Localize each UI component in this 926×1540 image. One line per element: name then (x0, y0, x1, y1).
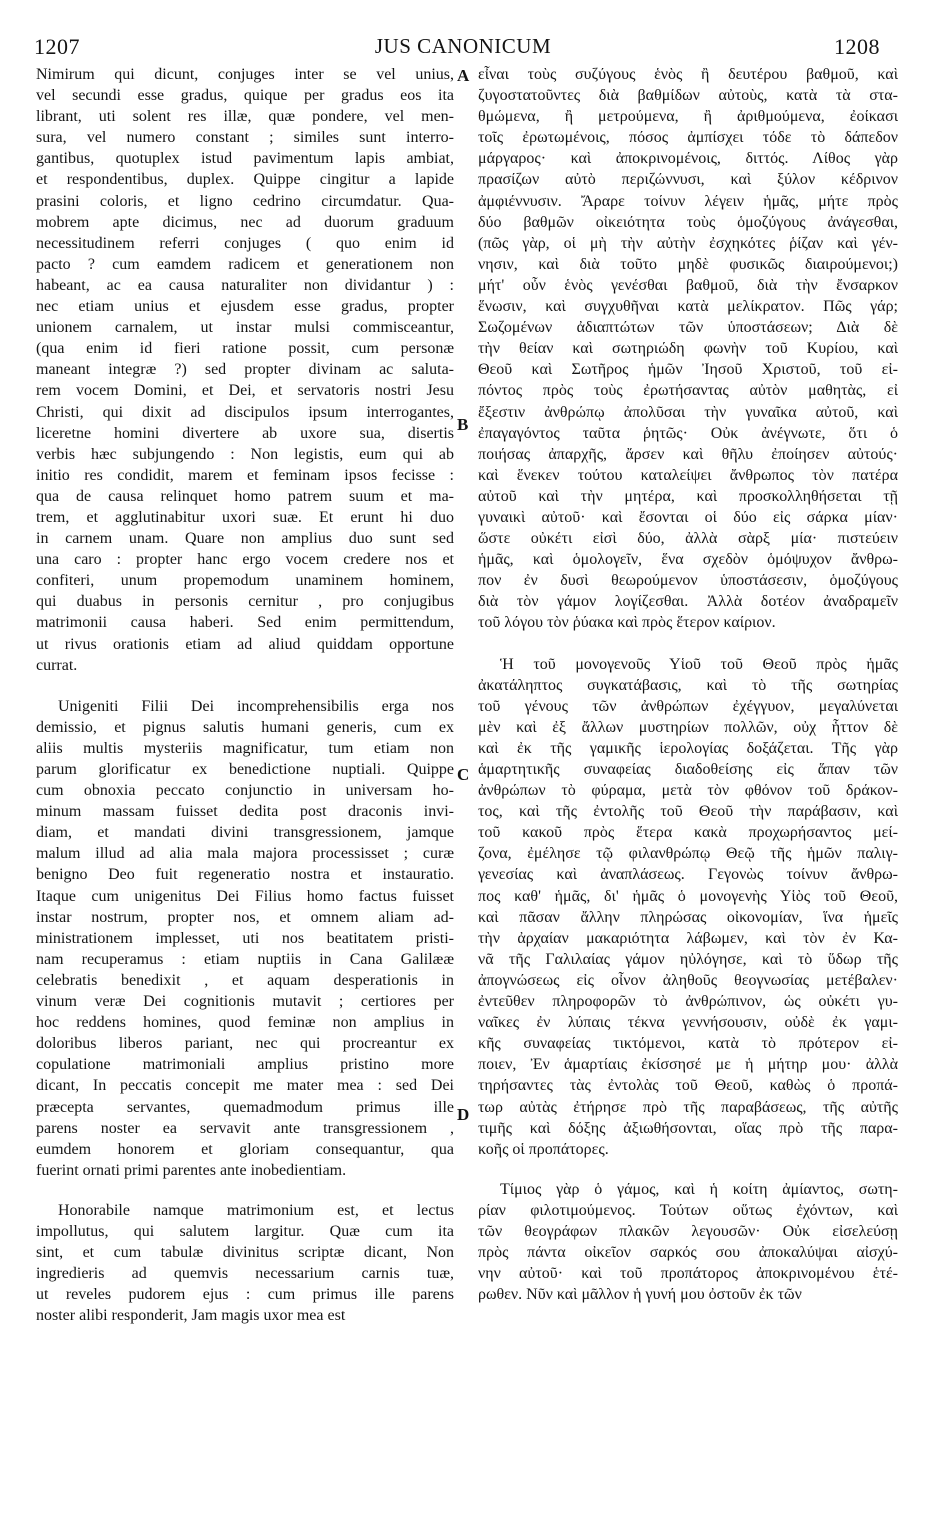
margin-letter-b: B (457, 415, 469, 434)
text-line: τὴν ἀρχαίαν μακαριότητα λάβωμεν, καὶ τὸν ἐν Κα- (478, 929, 898, 947)
text-line: τὴν θείαν καὶ σωτηριώδη φωνὴν τοῦ Κυρίου, καὶ (478, 340, 898, 358)
text-line: rem vocem Domini, et Dei, et servatoris nostri Jesu (36, 382, 454, 400)
text-line: vinum veræ Dei cognitionis mutavit ; certiores per (36, 993, 454, 1011)
text-line: ἀμφιέννυσιν. Ἄραρε τοίνυν λέγειν ἡμᾶς, μήτε πρὸς (478, 192, 898, 210)
text-line: Τίμιος γὰρ ὁ γάμος, καὶ ἡ κοίτη ἀμίαντος, σωτη- (500, 1180, 898, 1198)
margin-letter-d: D (457, 1105, 470, 1124)
text-line: τοῦ γένους τῶν ἀνθρώπων ἐχέγγυον, μεγαλύνεται (478, 697, 898, 715)
text-line: ut reveles pudorem ejus : cum primus ille parens (36, 1286, 454, 1304)
text-line: currat. (36, 656, 78, 674)
text-line: aliis multis mysteriis magnificatur, tum etiam non (36, 739, 454, 757)
text-line: μὲν καὶ ἐξ ἄλλων μυστηρίων πολλῶν, οὐχ ἧττον δὲ (478, 718, 898, 736)
right-page-number: 1208 (834, 34, 880, 59)
text-line: benigno Deo fuit regeneratio nostra et instauratio. (36, 866, 454, 884)
text-line: doloribus liberos pariant, nec qui procreantur ex (36, 1035, 454, 1053)
text-line: vel secundi esse gradus, quique per gradus eos ita (36, 87, 454, 105)
text-line: dicant, In peccatis concepit me mater mea : sed Dei (36, 1077, 454, 1095)
text-line: κῆς συναφείας τικτόμενοι, κατὰ τὸ πρότερον εἰ- (478, 1035, 898, 1053)
text-line: καὶ ἕνεκεν τούτου καταλείψει ἄνθρωπος τὸν πατέρα (478, 466, 898, 484)
text-line: impollutus, qui salutem largitur. Quæ cum ita (36, 1222, 454, 1240)
text-line: ποιεν, Ἐν ἁμαρτίαις ἐκίσσησέ με ἡ μήτηρ μου· ἀλλὰ (478, 1056, 898, 1074)
text-line: ρωθεν. Νῦν καὶ μᾶλλον ἡ γυνή μου ὀστοῦν ἐκ τῶν (478, 1286, 802, 1304)
text-line: diam, et mandati divini transgressionem, jamque (36, 824, 454, 842)
text-line: initio res condidit, marem et feminam ipsos fecisse : (36, 466, 454, 484)
text-line: πρασίζων αὐτὸ περιζώννυσι, καὶ ξύλον κέδρινον (478, 171, 898, 189)
text-line: hoc reddens homines, quod feminæ non amplius in (36, 1014, 454, 1032)
text-line: τοῦ λόγου τὸν ῥύακα καὶ πρὸς ἕτερον καίριον. (478, 614, 776, 632)
greek-paragraph (478, 64, 898, 634)
text-line: ministrationem implesset, uti nos beatitatem pristi- (36, 929, 454, 947)
text-line: qua de causa relinquet homo patrem suum et ma- (36, 487, 454, 505)
margin-letter-a: A (457, 66, 470, 85)
text-line: ρίαν φιλοτιμούμενος. Τούτων οὕτως ἐχόντων, καὶ (478, 1201, 898, 1219)
text-line: prasini coloris, et ligno cedrino circumdatur. Qua- (36, 192, 454, 210)
latin-paragraph (36, 1200, 454, 1327)
text-line: malum illud ad alia mala majora processisset ; curæ (36, 845, 454, 863)
text-line: ποιήσας ἀπαρχῆς, ἄρσεν καὶ θῆλυ ἐποίησεν αὐτούς· (478, 445, 898, 463)
running-title: JUS CANONICUM (374, 34, 552, 58)
text-line: ἐπαγαγόντος ταῦτα ῥητῶς· Οὐκ ἀνέγνωτε, ὅτι ὁ (478, 424, 898, 442)
text-line: τοῖς ἐρωτωμένοις, πόσος ἀμπίσχει τόδε τὸ δάπεδον (478, 129, 898, 147)
text-line: fuerint ornati primi parentes ante inobedientiam. (36, 1161, 347, 1179)
text-line: nam recuperamus : etiam nuptiis in Cana Galilææ (36, 950, 454, 968)
text-line: ἐντεῦθεν πληροφορῶν τὸ ἀνθρώπινον, ὡς οὐκέτι γυ- (478, 993, 898, 1011)
text-line: Nimirum qui dicunt, conjuges inter se vel unius, (36, 66, 454, 83)
text-line: Ἡ τοῦ μονογενοῦς Υἱοῦ τοῦ Θεοῦ πρὸς ἡμᾶς (500, 655, 898, 673)
text-line: δύο βαθμῶν οἰκειότητα τοὺς ὁμοζύγους ἀνάγεσθαι, (478, 213, 898, 231)
text-line: πόντος πρὸς τοὺς ἐρωτήσαντας αὐτὸν μαθητὰς, εἰ (478, 382, 898, 400)
text-line: ἀπογνώσεως εἰς οἶνον ἀληθοῦς θεογνωσίας μετέβαλεν· (478, 971, 898, 989)
text-line: τος, καὶ τῆς ἐντολῆς τοῦ Θεοῦ τὴν παράβασιν, καὶ (478, 803, 898, 821)
text-line: μήτ' οὖν ἑνὸς γενέσθαι βαθμοῦ, διὰ τὴν ἔνσαρκον (478, 276, 898, 294)
text-line: sint, et cum tabulæ divinitus scriptæ dicant, Non (36, 1244, 454, 1262)
text-line: τοῦ κακοῦ πρὸς ἕτερα κακὰ προχωρήσαντος μεί- (478, 824, 898, 842)
text-line: instar nostrum, propter nos, et omnem aliam ad- (36, 908, 454, 926)
text-line: demissio, et pignus salutis humani generis, cum ex (36, 718, 454, 736)
text-line: ἡμᾶς, καὶ ὁμολογεῖν, ἕνα σχεδὸν ὁμόψυχον ἄνθρω- (478, 551, 898, 569)
text-line: ἀνθρώπων τὸ φύραμα, μετὰ τὸν φθόνον τοῦ δράκον- (478, 782, 898, 800)
text-line: celebratis benedixit , et aquam desperationis in (36, 971, 454, 989)
text-line: κοῆς οἱ προπάτορες. (478, 1140, 609, 1158)
text-line: ζυγοστατοῦντες διὰ βαθμίδων αὐτοὺς, κατὰ τὰ στα- (478, 87, 898, 105)
text-line: τῶν θεογράφων πλακῶν λεγουσῶν· Οὐκ εἰσελεύσῃ (478, 1222, 898, 1240)
text-line: νησιν, καὶ διὰ τοῦτο μηδὲ φυσικῶς διαιρούμενοι;) (478, 255, 898, 273)
text-line: ἔξεστιν ἀνθρώπῳ ἀπολῦσαι τὴν γυναῖκα αὐτοῦ, καὶ (478, 403, 898, 421)
greek-column (478, 64, 898, 1305)
text-line: νᾶ τῆς Γαλιλαίας γάμον ηὐλόγησε, καὶ τὸ ὕδωρ τῆς (478, 950, 898, 968)
text-line: νην αὐτοῦ· καὶ τοῦ προπάτορος ἀποκρινομένου ἑτέ- (478, 1265, 898, 1283)
text-line: nec etiam unius et ejusdem esse gradus, propter (36, 298, 454, 316)
text-line: et respondentibus, duplex. Quippe cingitur a lapide (36, 171, 454, 189)
text-line: noster alibi responderit, Jam magis uxor mea est (36, 1307, 346, 1325)
latin-column (36, 64, 454, 1326)
text-line: librant, uti solent res illæ, quæ pondere, vel men- (36, 108, 454, 126)
text-line: καὶ πᾶσαν ἄλλην πληρώσας οἰκονομίαν, ἵνα ἡμεῖς (478, 908, 898, 926)
left-page-number: 1207 (34, 34, 80, 59)
text-line: sura, vel numero constant ; similes sunt interro- (36, 129, 454, 147)
text-line: ut rivus orationis etiam ad aliud quiddam opportune (36, 635, 454, 653)
text-line: qui duabus in personis cernitur , pro conjugibus (36, 593, 454, 611)
text-line: θμώμενα, ἢ μετρούμενα, ἢ ἀριθμούμενα, ἐοίκασι (478, 108, 898, 126)
text-line: ἀκατάληπτος συγκατάβασις, καὶ τὸ τῆς σωτηρίας (478, 676, 898, 694)
text-line: (πῶς γὰρ, οἱ μὴ τὴν αὐτὴν ἐσχηκότες ῥίζαν καὶ γέν- (478, 234, 898, 252)
text-line: ὥστε οὐκέτι εἰσὶ δύο, ἀλλὰ σὰρξ μία· πιστεύειν (478, 530, 898, 548)
text-line: Honorabile namque matrimonium est, et lectus (58, 1201, 454, 1219)
text-line: in carnem unam. Quare non amplius duo sunt sed (36, 530, 454, 548)
text-line: parum glorificatur ex benedictione nuptiali. Quippe (36, 761, 454, 778)
text-line: confiteri, unum propemodum unaminem hominem, (36, 572, 454, 590)
text-line: præcepta servantes, quemadmodum primus ille (36, 1098, 454, 1116)
latin-paragraph (36, 696, 454, 1181)
text-line: liceretne homini divertere ab uxore sua, disertis (36, 424, 454, 442)
text-line: necessitudinem referri conjuges ( quo enim id (36, 234, 454, 252)
text-line: τηρήσαντες τὰς ἐντολὰς τοῦ Θεοῦ, καθὼς ὁ προπά- (478, 1077, 898, 1095)
text-line: Θεοῦ καὶ Σωτῆρος ἡμῶν Ἰησοῦ Χριστοῦ, τοῦ εἰ- (478, 361, 898, 379)
text-line: mobrem apte dicimus, nec ad duorum graduum (36, 213, 454, 231)
text-line: maneant integræ ?) sed propter divinam ac saluta- (36, 361, 454, 379)
text-line: matrimonii causa haberi. Sed enim permittendum, (36, 614, 454, 632)
text-line: ἕνωσιν, καὶ συγχυθῆναι κατὰ μελίκρατον. Πῶς γάρ; (478, 298, 898, 316)
text-line: ναῖκες ἐν λύπαις τέκνα γεννήσουσιν, οὐδὲ ἐκ γαμι- (478, 1014, 898, 1032)
text-line: Christi, qui dixit ad discipulos ipsum interrogantes, (36, 403, 454, 421)
text-line: unionem carnalem, ut instar mulsi commisceantur, (36, 319, 454, 337)
text-line: pacto ? cum eamdem radicem et generationem non (36, 255, 454, 273)
text-line: minum massam fuisset dedita post draconis invi- (36, 803, 454, 821)
text-line: copulatione matrimoniali amplius pristino more (36, 1056, 454, 1074)
greek-paragraph (478, 1179, 898, 1306)
text-line: τωρ αὐτὰς ἐτήρησε πρὸ τῆς παραβάσεως, τῆς αὐτῆς (478, 1098, 898, 1116)
text-line: αὐτοῦ καὶ τὴν μητέρα, καὶ προσκολληθήσεται τῇ (478, 487, 898, 505)
text-line: ἁμαρτητικῆς συναφείας διαδοθείσης εἰς ἅπαν τῶν (478, 761, 898, 778)
text-line: Σωζομένων ἀδιαπτώτων τῶν ὑποστάσεων; Διὰ δὲ (478, 319, 898, 337)
text-line: trem, et agglutinabitur uxori suæ. Et erunt hi duo (36, 508, 454, 526)
text-line: Unigeniti Filii Dei incomprehensibilis erga nos (58, 697, 454, 715)
text-line: καὶ ἐκ τῆς γαμικῆς ἱερολογίας δοξάζεται. Τῆς γὰρ (478, 739, 898, 757)
text-line: διὰ τὸν γάμον λογίζεσθαι. Ἀλλὰ δοτέον ἀναδραμεῖν (478, 593, 898, 611)
text-line: ingredieris ad quemvis necessarium carnis tuæ, (36, 1265, 454, 1283)
text-line: πον ἐν δυσὶ θεωρούμενον ὑποστάσεσιν, ὁμοζύγους (478, 572, 898, 590)
text-line: γυναικὶ αὐτοῦ· καὶ ἔσονται οἱ δύο εἰς σάρκα μίαν· (478, 508, 898, 526)
text-line: πρὸς πάντα οἰκεῖον σαρκός σου ἀποκαλύψαι αἰσχύ- (478, 1244, 898, 1262)
text-line: Itaque cum unigenitus Dei Filius homo factus fuisset (36, 887, 454, 905)
text-line: habeant, ac ea causa naturaliter non dividantur ) : (36, 276, 454, 294)
text-line: ζονα, ἐμέλησε τῷ φιλανθρώπῳ Θεῷ τῆς ἡμῶν παλιγ- (478, 845, 898, 863)
latin-paragraph (36, 64, 454, 676)
text-line: πος καθ' ἡμᾶς, δι' ἡμᾶς ὁ μονογενὴς Υἱὸς τοῦ Θεοῦ, (478, 887, 898, 905)
text-line: μάργαρος· καὶ ἀποκρινομένοις, διττός. Λίθος γὰρ (478, 150, 898, 168)
text-line: (qua enim id fieri ratione possit, cum personæ (36, 340, 454, 358)
margin-letter-c: C (457, 765, 470, 784)
text-line: una caro : propter hanc ergo vocem credere nos et (36, 551, 454, 569)
text-line: γενεσίας καὶ ἀναπλάσεως. Γεγονὼς τοίνυν ἄνθρω- (478, 866, 898, 884)
text-line: parens noster ea servavit ante transgressionem , (36, 1119, 454, 1137)
text-line: gantibus, quotuplex istud pavimentum lapis ambiat, (36, 150, 454, 168)
text-line: εἶναι τοὺς συζύγους ἑνὸς ἢ δευτέρου βαθμοῦ, καὶ (478, 66, 898, 83)
text-line: cum obnoxia peccato conjunctio in universam ho- (36, 782, 454, 800)
text-line: eumdem honorem et gloriam consequantur, qua (36, 1140, 454, 1158)
text-line: τιμῆς καὶ δόξης ἀξιωθήσονται, οἵας πρὸ τῆς παρα- (478, 1119, 898, 1137)
text-line: verbis hæc subjungendo : Non legistis, eum qui ab (36, 445, 454, 463)
greek-paragraph (478, 654, 898, 1160)
